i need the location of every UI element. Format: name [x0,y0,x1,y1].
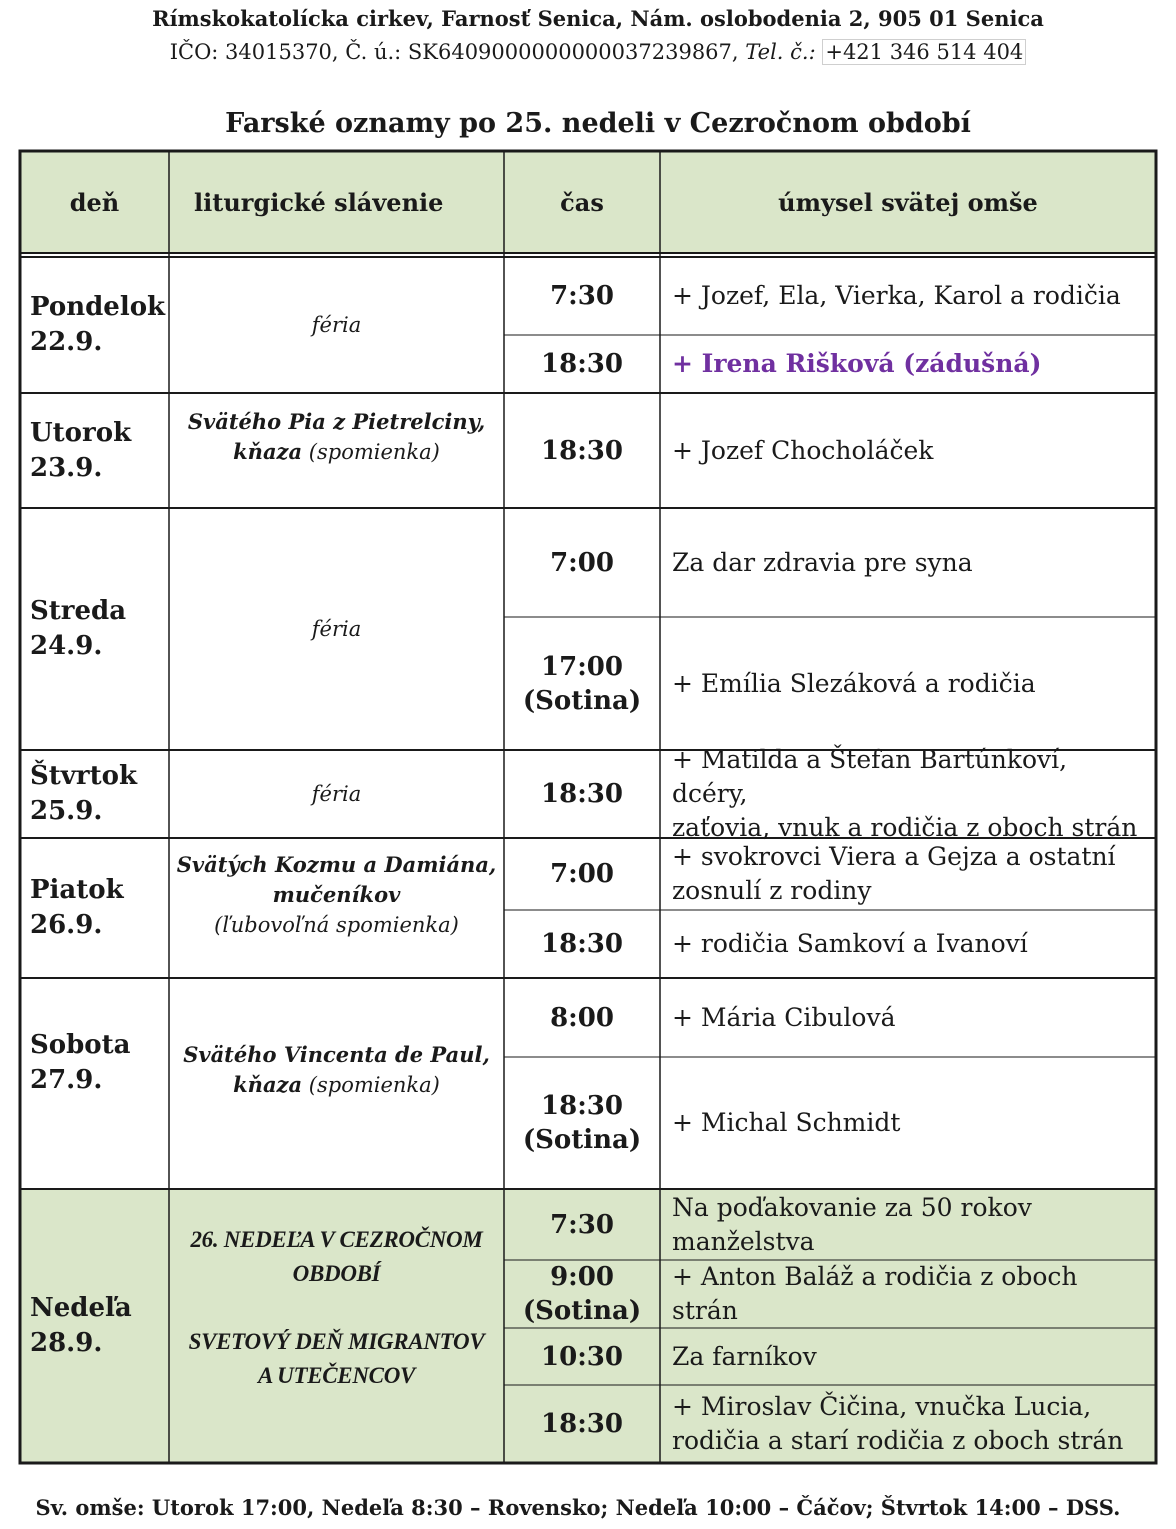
mass-time: 10:30 [541,1341,623,1372]
mass-time: 7:00 [550,859,614,889]
day-cell [20,838,169,978]
mass-intention-highlighted: + Irena Rišková (zádušná) [672,349,1042,378]
liturgy-cell [169,393,504,508]
col-header-intention: úmysel svätej omše [778,187,1038,217]
mass-intention: + Anton Baláž a rodičia z oboch strán [672,1262,1078,1325]
mass-time: 7:30 [550,1209,614,1240]
day-name: Piatok [30,875,124,905]
col-header-day: deň [69,187,120,217]
mass-time: 18:30 [541,435,623,466]
day-date: 25.9. [30,796,103,826]
mass-time: 18:30 [541,1409,623,1439]
liturgy-saint-title: kňaza [233,1072,303,1097]
day-cell [20,1189,169,1463]
mass-intention [660,1189,1156,1260]
mass-intention: + Michal Schmidt [672,1108,901,1137]
mass-intention [660,1385,1156,1463]
mass-intention-line: rodičia a starí rodičia z oboch strán [672,1426,1124,1455]
liturgy-text: féria [311,313,362,337]
mass-intention-line: Na poďakovanie za 50 rokov [672,1192,1032,1222]
mass-intention: + Jozef, Ela, Vierka, Karol a rodičia [672,281,1121,310]
mass-time: 7:00 [550,547,614,578]
col-header-time: čas [560,187,604,217]
mass-intention: Za farníkov [672,1341,817,1371]
mass-intention-line: + Matilda a Štefan Bartúnkoví, dcéry, [672,745,1068,808]
mass-intention: Za dar zdravia pre syna [672,547,973,577]
footer-note: Sv. omše: Utorok 17:00, Nedeľa 8:30 – Rovensko; Nedeľa 10:00 – Čáčov; Štvrtok 14:00 – DSS. [35,1495,1121,1520]
liturgy-sunday-line: SVETOVÝ DEŇ MIGRANTOV [188,1329,485,1354]
day-date: 28.9. [30,1328,103,1358]
day-name: Pondelok [30,292,166,322]
mass-time: 18:30 [541,929,623,959]
liturgy-saint-title: mučeníkov [272,882,401,907]
tel-label: Tel. č.: [745,40,816,64]
mass-intention-line: manželstva [672,1226,815,1256]
mass-intention: + Emília Slezáková a rodičia [672,668,1036,698]
day-cell [20,978,169,1189]
mass-intention-line: + svokrovci Viera a Gejza a ostatní [672,842,1116,871]
liturgy-rank: (spomienka) [308,440,440,464]
ico-account: IČO: 34015370, Č. ú.: SK6409000000000037239867, [169,40,746,64]
mass-time: 18:30 [541,349,623,379]
day-cell [20,393,169,508]
mass-time [504,1057,660,1189]
day-cell [20,508,169,750]
day-name: Štvrtok [30,761,137,791]
liturgy-saint: Svätého Vincenta de Paul, [183,1042,490,1067]
mass-time [504,617,660,750]
phone-link[interactable]: +421 346 514 404 [822,39,1026,65]
liturgy-cell [169,1189,504,1463]
mass-intention [660,838,1156,910]
liturgy-sunday-line: OBDOBÍ [292,1261,381,1286]
mass-intention: + Mária Cibulová [672,1002,896,1032]
mass-intention-line: zaťovia, vnuk a rodičia z oboch strán [672,813,1138,842]
mass-time-value: 18:30 [541,1091,623,1121]
day-cell [20,750,169,838]
page-title: Farské oznamy po 25. nedeli v Cezročnom období [225,108,971,139]
day-name: Sobota [30,1030,131,1060]
liturgy-saint-title: kňaza [233,439,303,464]
liturgy-cell [169,257,504,393]
liturgy-text: féria [311,617,362,641]
day-name: Utorok [30,417,132,448]
mass-time-value: 17:00 [541,651,623,682]
mass-time: 18:30 [541,779,623,809]
day-name: Streda [30,596,127,626]
liturgy-cell [169,978,504,1189]
day-name: Nedeľa [30,1293,132,1323]
mass-intention: + rodičia Samkoví a Ivanoví [672,929,1028,958]
day-date: 27.9. [30,1065,103,1095]
mass-place: (Sotina) [522,685,642,716]
mass-intention-line: + Miroslav Čičina, vnučka Lucia, [672,1392,1092,1421]
mass-intention: + Jozef Chocholáček [672,435,934,465]
col-header-liturgy: liturgické slávenie [194,187,444,217]
mass-time: 7:30 [550,281,614,311]
liturgy-text: féria [311,782,362,806]
mass-place: (Sotina) [522,1125,642,1155]
liturgy-rank: (ľubovoľná spomienka) [214,913,459,937]
liturgy-sunday-line: A UTEČENCOV [257,1363,416,1388]
day-date: 22.9. [30,327,103,357]
mass-time [504,1260,660,1328]
liturgy-rank: (spomienka) [308,1073,440,1097]
day-date: 23.9. [30,452,103,483]
parish-address: Rímskokatolícka cirkev, Farnosť Senica, Nám. oslobodenia 2, 905 01 Senica [152,6,1044,31]
mass-time: 8:00 [550,1002,614,1033]
day-cell [20,257,169,393]
day-date: 26.9. [30,910,103,940]
liturgy-saint: Svätých Kozmu a Damiána, [176,852,497,877]
liturgy-cell [169,508,504,750]
day-date: 24.9. [30,631,103,661]
mass-intention-line: zosnulí z rodiny [672,876,872,905]
mass-intention [660,745,1156,842]
mass-time-value: 9:00 [550,1262,614,1292]
liturgy-sunday-line: 26. NEDEĽA V CEZROČNOM [190,1227,483,1252]
liturgy-saint: Svätého Pia z Pietrelciny, [187,409,486,434]
liturgy-cell [169,838,504,978]
mass-place: (Sotina) [522,1296,642,1326]
liturgy-cell [169,750,504,838]
